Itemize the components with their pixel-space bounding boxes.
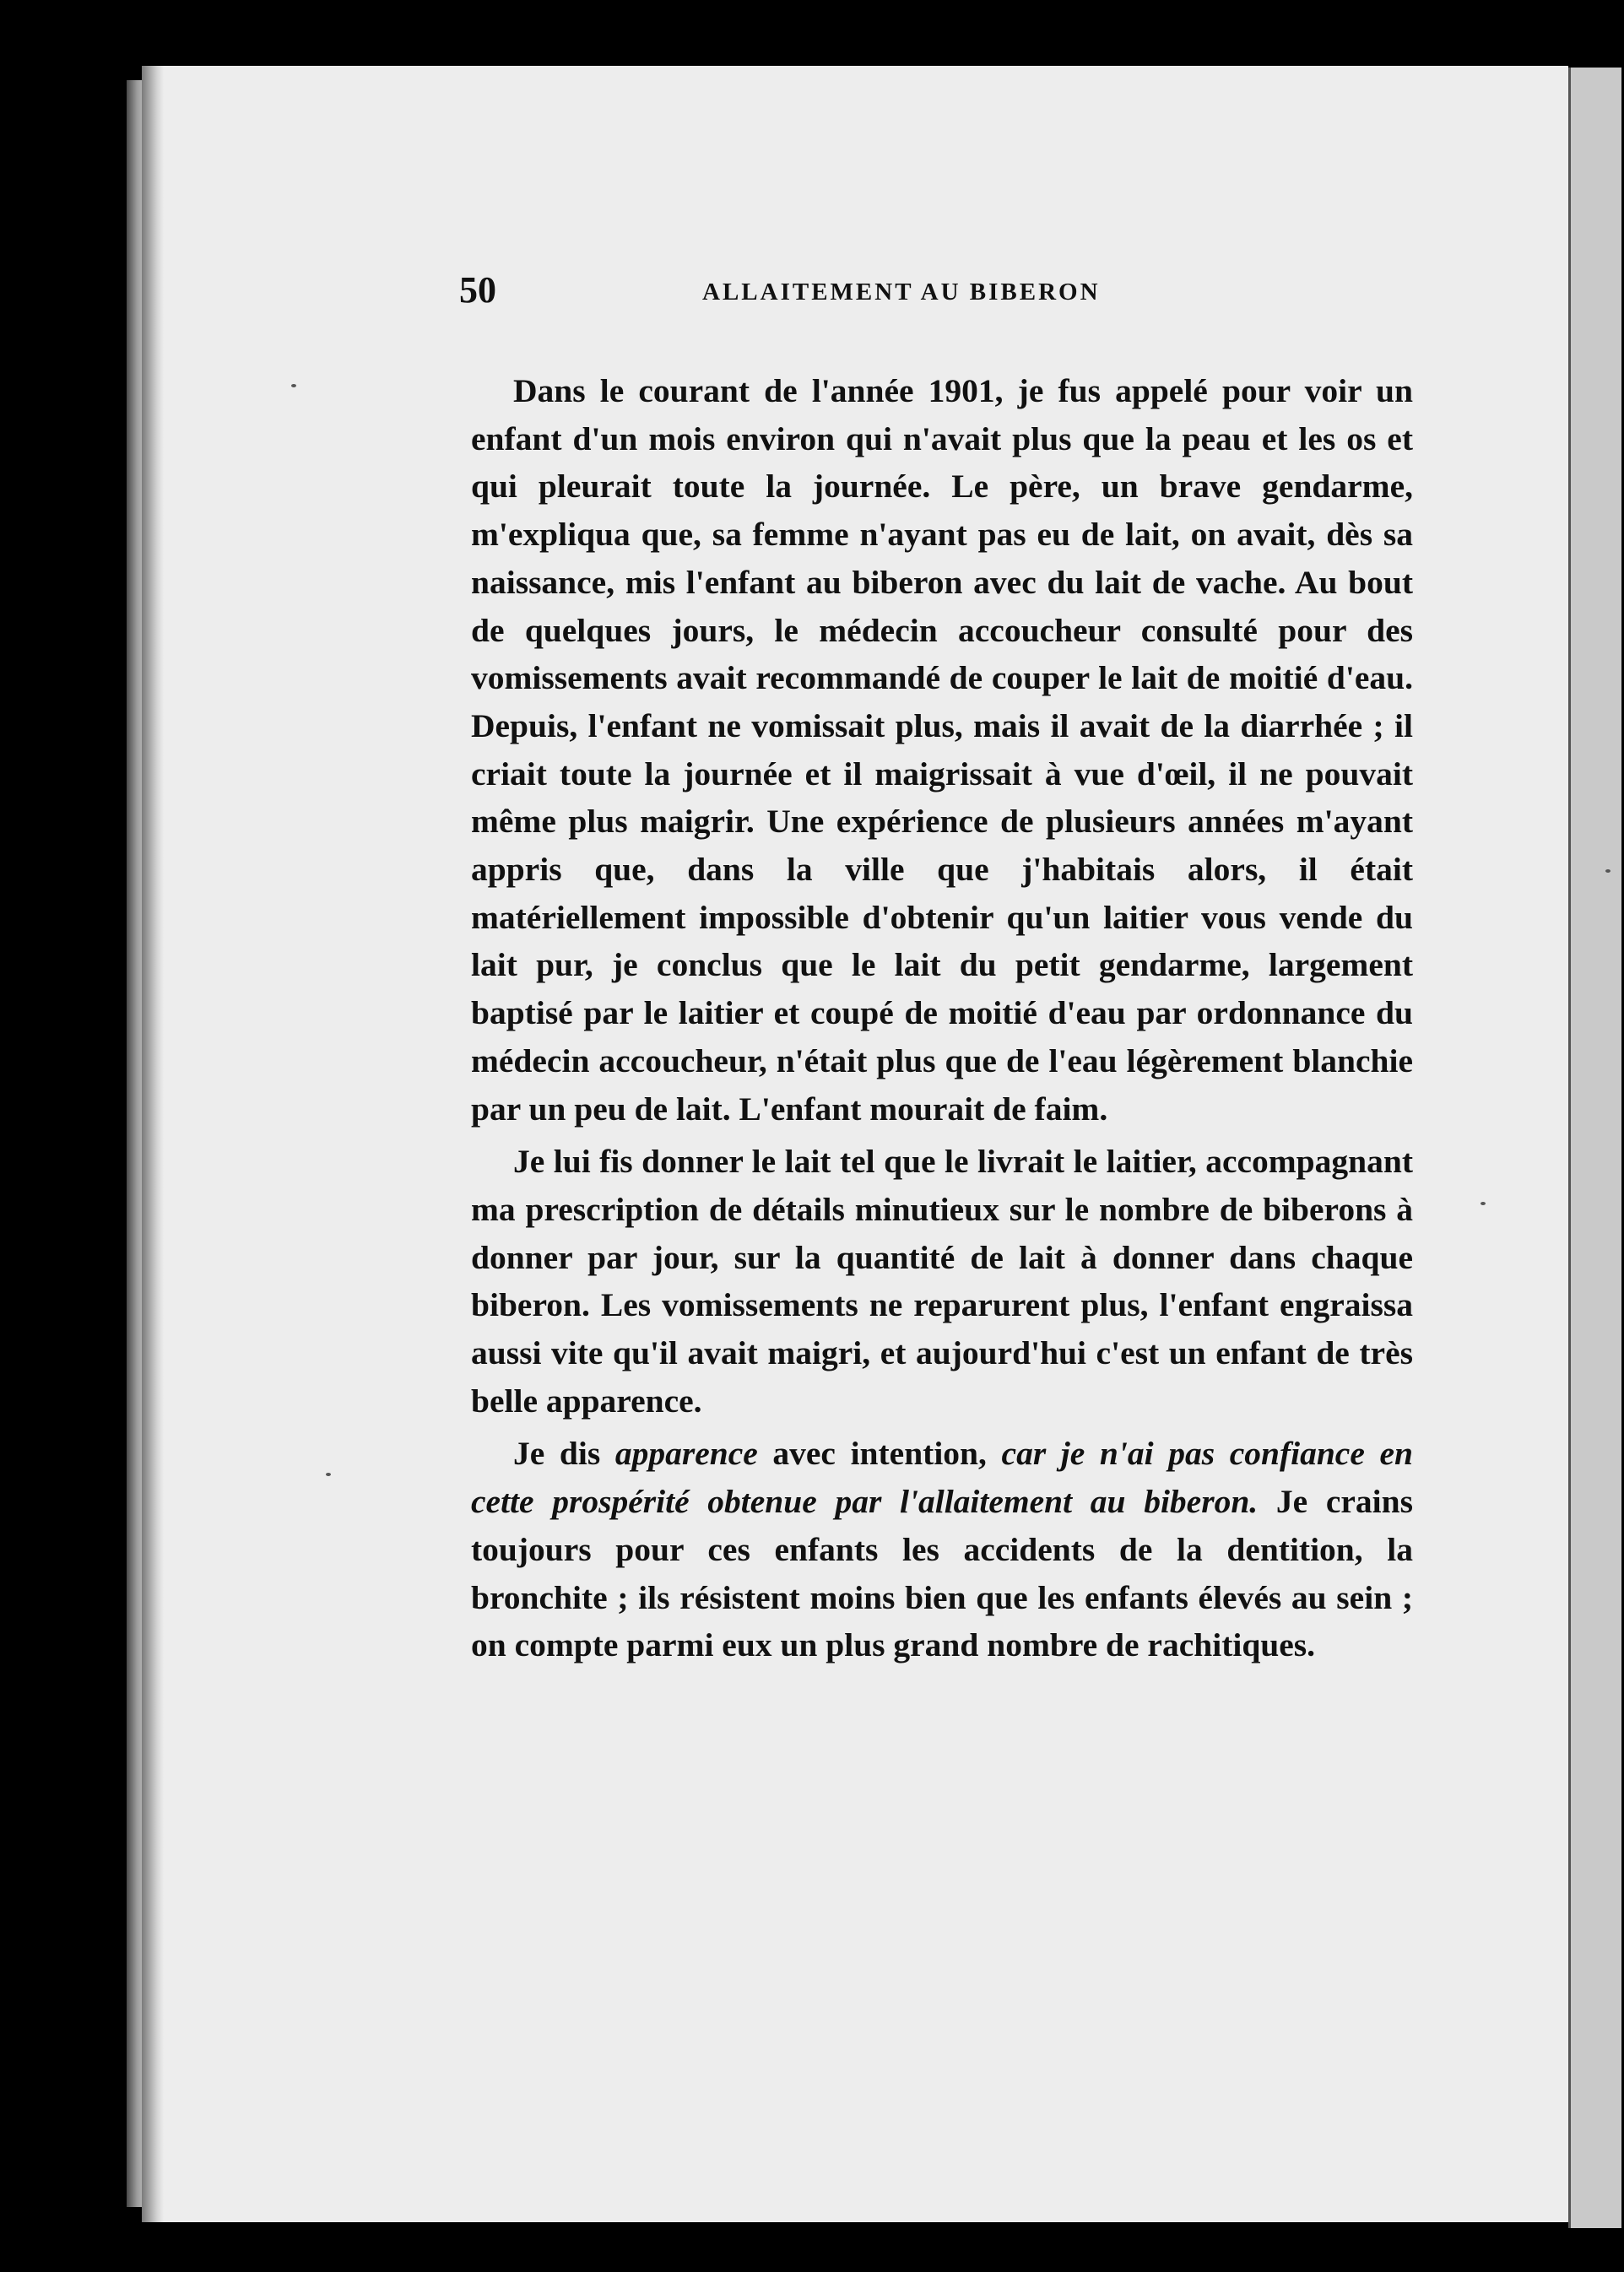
italic-word: apparence — [614, 1435, 758, 1473]
page-edge-right — [1568, 68, 1621, 2228]
speck — [326, 1473, 331, 1476]
paragraph-text: Je lui fis donner le lait tel que le livrait le laitier, accompagnant ma prescription de détails minutieux sur le nombre de biberons à donner par jour, sur la quantité de lait à donner dans chaque biberon. Les vomissements ne reparurent plus, l'enfant engraissa aussi vite qu'il avait maigri, et aujourd'hui c'est un enfant de très belle apparence. — [471, 1143, 1413, 1420]
speck — [1605, 869, 1610, 873]
paragraph-text: Je crains toujours pour ces enfants les accidents de la dentition, la bronchite ; ils résistent moins bien que les enfants élevés au sein ; on compte parmi eux un plus grand nombre de rachitiques. — [471, 1483, 1413, 1664]
paragraph-text: Dans le courant de l'année 1901, je fus appelé pour voir un enfant d'un mois environ qui n'avait plus que la peau et les os et qui pleurait toute la journée. Le père, un brave gendarme, m'expliqua que, sa femme n'ayant pas eu de lait, on avait, dès sa naissance, mis l'enfant au biberon avec du lait de vache. Au bout de quelques jours, le médecin accoucheur consulté pour des vomissements avait recommandé de couper le lait de moitié d'eau. Depuis, l'enfant ne vomissait plus, mais il avait de la diarrhée ; il criait toute la journée et il maigrissait à vue d'œil, il ne pouvait même plus maigrir. Une expérience de plusieurs années m'ayant appris que, dans la ville que j'habitais alors, il était matériellement impossible d'obtenir qu'un laitier vous vende du lait pur, je conclus que le lait du petit gendarme, largement baptisé par le laitier et coupé de moitié d'eau par ordonnance du médecin accoucheur, n'était plus que de l'eau légèrement blanchie par un peu de lait. L'enfant mourait de faim. — [471, 372, 1413, 1128]
running-title: ALLAITEMENT AU BIBERON — [702, 279, 1101, 306]
paragraph-3 — [471, 1430, 1413, 1669]
page-header — [459, 268, 1178, 319]
speck — [291, 384, 296, 387]
paragraph-1 — [471, 367, 1413, 1133]
paragraph-text: avec intention, — [757, 1435, 1002, 1473]
paragraph-2 — [471, 1138, 1413, 1425]
paragraph-text: Je dis — [513, 1435, 615, 1473]
italic-phrase: car je n'ai pas confiance en cette prospérité obtenue par l'allaitement au biberon. — [471, 1435, 1413, 1521]
speck — [1481, 1202, 1486, 1205]
page-number: 50 — [459, 269, 496, 311]
body-text — [471, 367, 1413, 1669]
